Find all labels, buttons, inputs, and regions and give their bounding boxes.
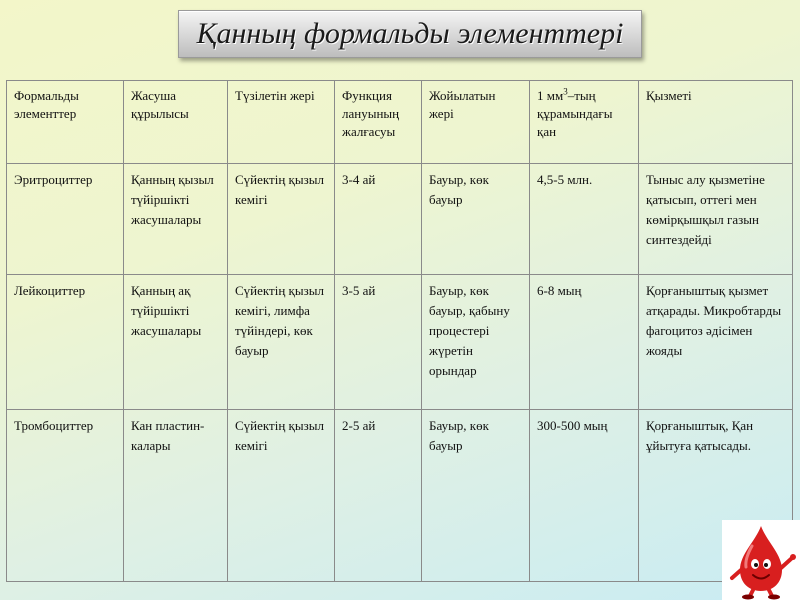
header-cell: Қызметі — [639, 81, 793, 164]
table-cell: Бауыр, көк бауыр, қабыну процестері жүретін орындар — [422, 275, 530, 410]
header-cell: Жойылатын жері — [422, 81, 530, 164]
table-cell: Бауыр, көк бауыр — [422, 164, 530, 275]
header-cell: Түзілетін жері — [228, 81, 335, 164]
table-cell: 6-8 мың — [530, 275, 639, 410]
header-cell: Жасуша құрылысы — [124, 81, 228, 164]
header-cell — [530, 81, 639, 164]
table-cell: 2-5 ай — [335, 410, 422, 582]
title-banner — [178, 10, 642, 58]
page-title: Қанның формальды элементтері — [196, 17, 624, 50]
header-text-part: –тың құрамындағы қан — [537, 88, 613, 139]
table-cell: Сүйектің қызыл кемігі — [228, 164, 335, 275]
table-cell: Сүйектің қызыл кемігі, лимфа түйіндері, көк бауыр — [228, 275, 335, 410]
table-cell: Қорғаныштық қызмет атқарады. Микробтарды фагоцитоз әдісімен жояды — [639, 275, 793, 410]
blood-drop-mascot-icon — [722, 520, 800, 600]
table-cell: 300-500 мың — [530, 410, 639, 582]
table-cell: Сүйектің қызыл кемігі — [228, 410, 335, 582]
table-row — [7, 410, 793, 582]
formed-elements-table — [6, 80, 793, 582]
table-cell: 3-4 ай — [335, 164, 422, 275]
table-cell: Қанның ақ түйіршікті жасушалары — [124, 275, 228, 410]
superscript: 3 — [563, 86, 568, 97]
table-header-row — [7, 81, 793, 164]
table-cell: Қорғаныштық, Қан ұйытуға қатысады. — [639, 410, 793, 582]
header-text-part: 1 мм — [537, 88, 564, 103]
table-cell: Бауыр, көк бауыр — [422, 410, 530, 582]
table-row — [7, 164, 793, 275]
table-cell: Тромбоциттер — [7, 410, 124, 582]
table-cell: Қанның қызыл түйіршікті жасушалары — [124, 164, 228, 275]
table-cell: Тыныс алу қызметіне қатысып, оттегі мен көмірқышқыл газын синтездейді — [639, 164, 793, 275]
header-cell: Функция лануының жалғасуы — [335, 81, 422, 164]
table-row — [7, 275, 793, 410]
header-cell: Формальды элементтер — [7, 81, 124, 164]
table-cell: Эритроциттер — [7, 164, 124, 275]
table-cell: Кан пластин-калары — [124, 410, 228, 582]
table-cell: Лейкоциттер — [7, 275, 124, 410]
table-cell: 3-5 ай — [335, 275, 422, 410]
table-cell: 4,5-5 млн. — [530, 164, 639, 275]
